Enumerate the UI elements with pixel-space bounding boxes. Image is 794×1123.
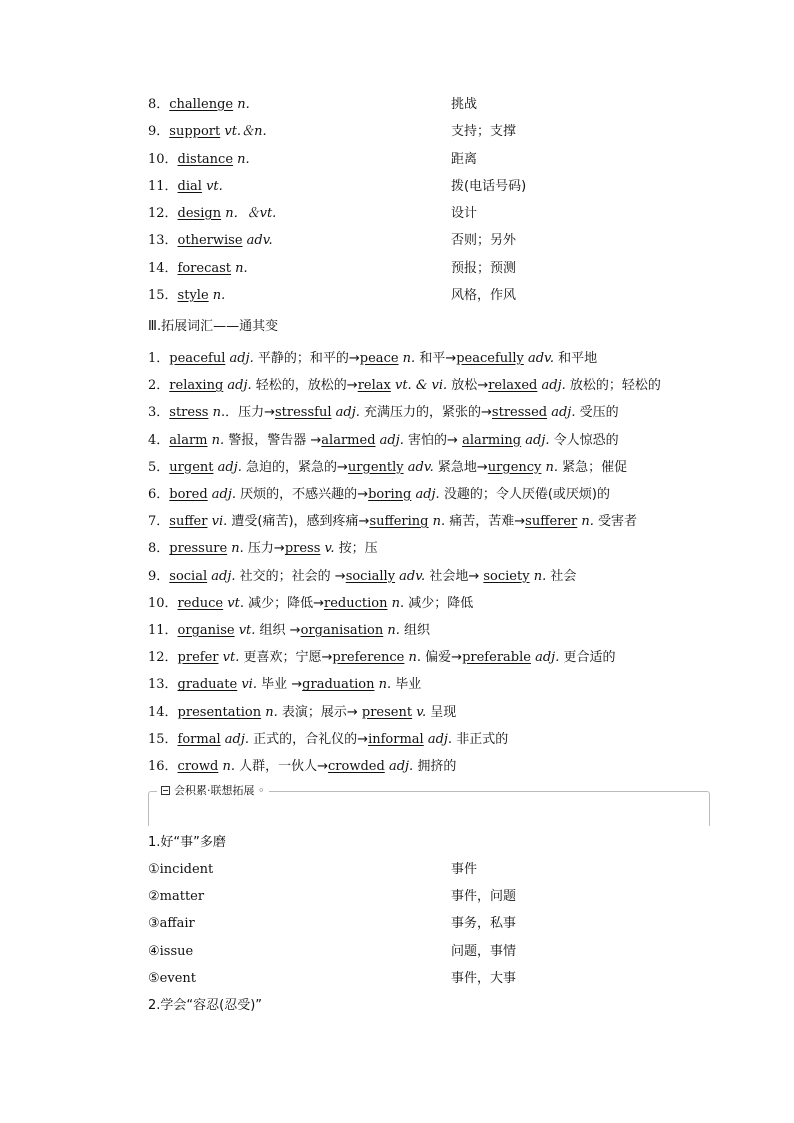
- word-form: pressure: [169, 541, 228, 557]
- definition: 受害者: [593, 514, 638, 530]
- synonym-word: ④issue: [148, 943, 194, 959]
- definition: 社会: [546, 568, 577, 584]
- part-of-speech: n.: [577, 514, 594, 530]
- part-of-speech: adj.: [423, 731, 453, 747]
- arrow-icon: →: [334, 568, 346, 584]
- word-form: suffer: [169, 514, 208, 530]
- vocab-word: design: [177, 206, 222, 221]
- item-number: 2．: [148, 378, 170, 394]
- part-of-speech: adj.: [213, 459, 242, 475]
- arrow-icon: →: [447, 432, 463, 448]
- word-form: peaceful: [169, 351, 226, 366]
- synonym-meaning: 事件，大事: [451, 970, 517, 986]
- vocab-row: [148, 151, 250, 169]
- arrow-icon: →: [313, 595, 325, 611]
- vocab-meaning: 风格，作风: [451, 288, 517, 303]
- item-number: 16．: [148, 759, 178, 774]
- extended-row: [148, 622, 430, 640]
- definition: 组织: [399, 623, 431, 638]
- part-of-speech: adj.: [223, 378, 252, 394]
- vocab-meaning: 否则；另外: [451, 233, 517, 248]
- word-form: reduce: [177, 595, 224, 611]
- part-of-speech: n.: [383, 623, 400, 638]
- arrow-icon: →: [310, 432, 322, 448]
- word-form: preference: [332, 650, 405, 666]
- item-number: 13．: [148, 233, 178, 248]
- part-of-speech: n.: [208, 405, 226, 421]
- synonym-meaning: 问题，事情: [451, 943, 517, 959]
- definition: ．压力: [225, 405, 265, 421]
- item-number: 12．: [148, 206, 178, 221]
- synonym-word: ②matter: [148, 889, 205, 905]
- part-of-speech: vt.: [234, 623, 256, 638]
- part-of-speech: adj.: [530, 650, 560, 666]
- word-form: informal: [368, 731, 424, 747]
- arrow-icon: →: [445, 351, 457, 366]
- vocab-meaning: 拨(电话号码): [451, 179, 527, 194]
- word-form: society: [483, 568, 530, 584]
- vocab-row: [148, 232, 273, 250]
- extended-row: [148, 540, 378, 558]
- word-form: sufferer: [525, 514, 578, 530]
- definition: 表演；展示: [277, 704, 347, 720]
- word-form: social: [169, 568, 208, 584]
- arrow-icon: →: [348, 351, 360, 366]
- word-form: prefer: [177, 650, 219, 666]
- item-number: 15．: [148, 731, 178, 747]
- vocab-row: [148, 96, 250, 114]
- item-number: 13．: [148, 677, 178, 693]
- group1-title: 1.好“事”多磨: [148, 835, 226, 850]
- definition: 没趣的；令人厌倦(或厌烦)的: [439, 487, 610, 502]
- word-form: preferable: [462, 650, 531, 666]
- arrow-icon: →: [357, 487, 369, 502]
- arrow-icon: →: [291, 677, 303, 693]
- definition: 减少；降低: [243, 595, 314, 611]
- part-of-speech: adv.: [242, 233, 273, 248]
- part-of-speech: adj.: [220, 731, 250, 747]
- synonym-meaning: 事件: [451, 862, 478, 877]
- vocab-word: support: [169, 124, 221, 139]
- part-of-speech: adj.: [207, 568, 236, 584]
- part-of-speech: vi.: [207, 514, 228, 530]
- extended-row: [148, 731, 508, 749]
- part-of-speech: vt. & vi.: [390, 378, 448, 394]
- part-of-speech: vt.: [223, 595, 244, 611]
- definition: 紧急地: [433, 459, 477, 475]
- extended-row: [148, 350, 597, 368]
- extended-row: [148, 459, 627, 477]
- part-of-speech: n.: [231, 261, 248, 276]
- definition: 平静的；和平的: [253, 351, 349, 366]
- definition: 放松的；轻松的: [565, 378, 661, 394]
- arrow-icon: →: [476, 459, 488, 475]
- part-of-speech: n.: [218, 759, 235, 774]
- item-number: 9．: [148, 568, 170, 584]
- arrow-icon: →: [289, 623, 301, 638]
- word-form: reduction: [324, 595, 388, 611]
- word-form: stressed: [491, 405, 548, 421]
- item-number: 15．: [148, 288, 178, 303]
- part-of-speech: n．＆vt.: [221, 206, 277, 221]
- word-form: alarm: [169, 432, 208, 448]
- arrow-icon: →: [358, 514, 370, 530]
- definition: 按；压: [334, 541, 378, 557]
- part-of-speech: n.: [233, 152, 250, 167]
- extended-row: [148, 758, 456, 776]
- part-of-speech: adj.: [207, 487, 237, 502]
- extended-row: [148, 513, 637, 531]
- word-form: stress: [169, 405, 209, 421]
- arrow-icon: →: [451, 650, 463, 666]
- synonym-word: ⑤event: [148, 970, 196, 986]
- word-form: relax: [357, 378, 391, 394]
- part-of-speech: n.: [387, 595, 405, 611]
- arrow-icon: →: [468, 568, 484, 584]
- definition: 非正式的: [452, 731, 509, 747]
- definition: 受压的: [575, 405, 619, 421]
- definition: 和平地: [553, 351, 598, 366]
- word-form: organise: [177, 623, 235, 638]
- item-number: 4．: [148, 432, 170, 448]
- item-number: 8．: [148, 541, 170, 557]
- definition: 充满压力的，紧张的: [359, 405, 482, 421]
- item-number: 6．: [148, 487, 170, 502]
- part-of-speech: adj.: [225, 351, 254, 366]
- definition: 紧急；催促: [558, 459, 628, 475]
- part-of-speech: v.: [320, 541, 335, 557]
- vocab-row: [148, 205, 276, 223]
- definition: 社交的；社会的: [235, 568, 335, 584]
- tip-box: [148, 784, 710, 826]
- item-number: 1．: [148, 351, 170, 366]
- word-form: socially: [345, 568, 396, 584]
- synonym-word: ③affair: [148, 916, 195, 932]
- definition: 厌烦的，不感兴趣的: [236, 487, 358, 502]
- vocab-row: [148, 178, 223, 196]
- item-number: 10．: [148, 152, 178, 167]
- extended-row: [148, 704, 456, 722]
- word-form: peacefully: [456, 351, 524, 366]
- vocab-row: [148, 123, 267, 141]
- definition: 和平: [415, 351, 446, 366]
- definition: 压力: [243, 541, 274, 557]
- tip-box-title: 会积累·联想拓展 ◦: [157, 784, 269, 798]
- extended-row: [148, 649, 615, 667]
- part-of-speech: n.: [428, 514, 446, 530]
- definition: 令人惊恐的: [549, 432, 619, 448]
- vocab-row: [148, 260, 248, 278]
- group2-title: 2.学会“容忍(忍受)”: [148, 998, 263, 1013]
- definition: 正式的，合礼仪的: [249, 731, 358, 747]
- part-of-speech: n.: [227, 541, 244, 557]
- item-number: 8．: [148, 97, 170, 112]
- arrow-icon: →: [477, 378, 489, 394]
- word-form: relaxed: [488, 378, 538, 394]
- arrow-icon: →: [357, 731, 369, 747]
- item-number: 9．: [148, 124, 170, 139]
- word-form: present: [361, 704, 413, 720]
- word-form: suffering: [369, 514, 429, 530]
- part-of-speech: n.: [404, 650, 422, 666]
- definition: 痛苦，苦难: [445, 514, 515, 530]
- minus-square-icon: [161, 786, 170, 795]
- part-of-speech: adv.: [395, 568, 426, 584]
- vocab-word: otherwise: [177, 233, 243, 248]
- part-of-speech: n.: [529, 568, 547, 584]
- word-form: bored: [169, 487, 208, 502]
- part-of-speech: n.: [398, 351, 416, 366]
- extended-row: [148, 486, 610, 504]
- part-of-speech: vt.: [201, 179, 223, 194]
- part-of-speech: n.: [233, 97, 250, 112]
- vocab-row: [148, 287, 225, 305]
- part-of-speech: adj.: [384, 759, 414, 774]
- word-form: alarming: [462, 432, 522, 448]
- word-form: organisation: [300, 623, 384, 638]
- extended-row: [148, 377, 661, 395]
- definition: 更喜欢；宁愿: [239, 650, 322, 666]
- vocab-word: challenge: [169, 97, 234, 112]
- part-of-speech: adj.: [521, 432, 550, 448]
- part-of-speech: adj.: [411, 487, 440, 502]
- arrow-icon: →: [346, 704, 362, 720]
- definition: 减少；降低: [404, 595, 474, 611]
- part-of-speech: vt.＆n.: [220, 124, 267, 139]
- definition: 毕业: [391, 677, 422, 693]
- arrow-icon: →: [346, 378, 358, 394]
- part-of-speech: adj.: [331, 405, 360, 421]
- word-form: urgent: [169, 459, 214, 475]
- part-of-speech: adv.: [523, 351, 554, 366]
- vocab-word: style: [177, 288, 209, 303]
- definition: 毕业: [256, 677, 292, 693]
- section-heading: Ⅲ.拓展词汇——通其变: [148, 319, 279, 334]
- item-number: 11．: [148, 179, 178, 194]
- definition: 放松: [447, 378, 478, 394]
- definition: 拥挤的: [413, 759, 457, 774]
- item-number: 14．: [148, 261, 178, 276]
- vocab-meaning: 预报；预测: [451, 261, 517, 276]
- extended-row: [148, 568, 576, 586]
- arrow-icon: →: [481, 405, 492, 421]
- word-form: graduate: [177, 677, 238, 693]
- definition: 警报，警告器: [224, 432, 311, 448]
- word-form: crowded: [328, 759, 385, 774]
- definition: 更合适的: [559, 650, 616, 666]
- item-number: 7．: [148, 514, 170, 530]
- vocab-meaning: 距离: [451, 152, 478, 167]
- word-form: urgently: [347, 459, 404, 475]
- word-form: relaxing: [169, 378, 224, 394]
- synonym-meaning: 事务，私事: [451, 916, 517, 932]
- part-of-speech: adj.: [375, 432, 404, 448]
- item-number: 11．: [148, 623, 178, 638]
- part-of-speech: n.: [261, 704, 278, 720]
- definition: 呈现: [426, 704, 457, 720]
- word-form: stressful: [275, 405, 332, 421]
- extended-row: [148, 676, 421, 694]
- synonym-word: ①incident: [148, 862, 214, 877]
- part-of-speech: n.: [208, 288, 226, 303]
- definition: 遭受(痛苦)，感到疼痛: [227, 514, 359, 530]
- part-of-speech: vi.: [237, 677, 257, 693]
- part-of-speech: adj.: [537, 378, 566, 394]
- arrow-icon: →: [321, 650, 333, 666]
- word-form: peace: [359, 351, 399, 366]
- definition: 偏爱: [421, 650, 452, 666]
- word-form: press: [284, 541, 321, 557]
- part-of-speech: n.: [207, 432, 225, 448]
- word-form: urgency: [487, 459, 542, 475]
- word-form: presentation: [177, 704, 262, 720]
- definition: 害怕的: [403, 432, 448, 448]
- part-of-speech: adv.: [403, 459, 434, 475]
- part-of-speech: vt.: [218, 650, 240, 666]
- part-of-speech: adj.: [547, 405, 576, 421]
- definition: 急迫的，紧急的: [241, 459, 337, 475]
- extended-row: [148, 595, 473, 613]
- vocab-word: distance: [177, 152, 234, 167]
- vocab-word: forecast: [177, 261, 232, 276]
- extended-row: [148, 404, 619, 422]
- definition: 组织: [255, 623, 290, 638]
- item-number: 14．: [148, 704, 178, 720]
- vocab-word: dial: [177, 179, 202, 194]
- extended-row: [148, 432, 619, 450]
- arrow-icon: →: [264, 405, 275, 421]
- word-form: crowd: [177, 759, 219, 774]
- word-form: alarmed: [321, 432, 376, 448]
- part-of-speech: v.: [412, 704, 427, 720]
- definition: 社会地: [425, 568, 469, 584]
- item-number: 10．: [148, 595, 178, 611]
- item-number: 12．: [148, 650, 178, 666]
- vocab-meaning: 支持；支撑: [451, 124, 517, 139]
- definition: 人群，一伙人: [234, 759, 318, 774]
- arrow-icon: →: [273, 541, 285, 557]
- arrow-icon: →: [317, 759, 329, 774]
- word-form: formal: [177, 731, 221, 747]
- word-form: graduation: [302, 677, 375, 693]
- word-form: boring: [368, 487, 412, 502]
- part-of-speech: n.: [374, 677, 392, 693]
- arrow-icon: →: [337, 459, 348, 475]
- vocab-meaning: 挑战: [451, 97, 478, 112]
- synonym-meaning: 事件，问题: [451, 889, 517, 905]
- definition: 轻松的，放松的: [251, 378, 347, 394]
- item-number: 3．: [148, 405, 170, 421]
- part-of-speech: n.: [541, 459, 559, 475]
- arrow-icon: →: [514, 514, 526, 530]
- item-number: 5．: [148, 459, 170, 475]
- vocab-meaning: 设计: [451, 206, 478, 221]
